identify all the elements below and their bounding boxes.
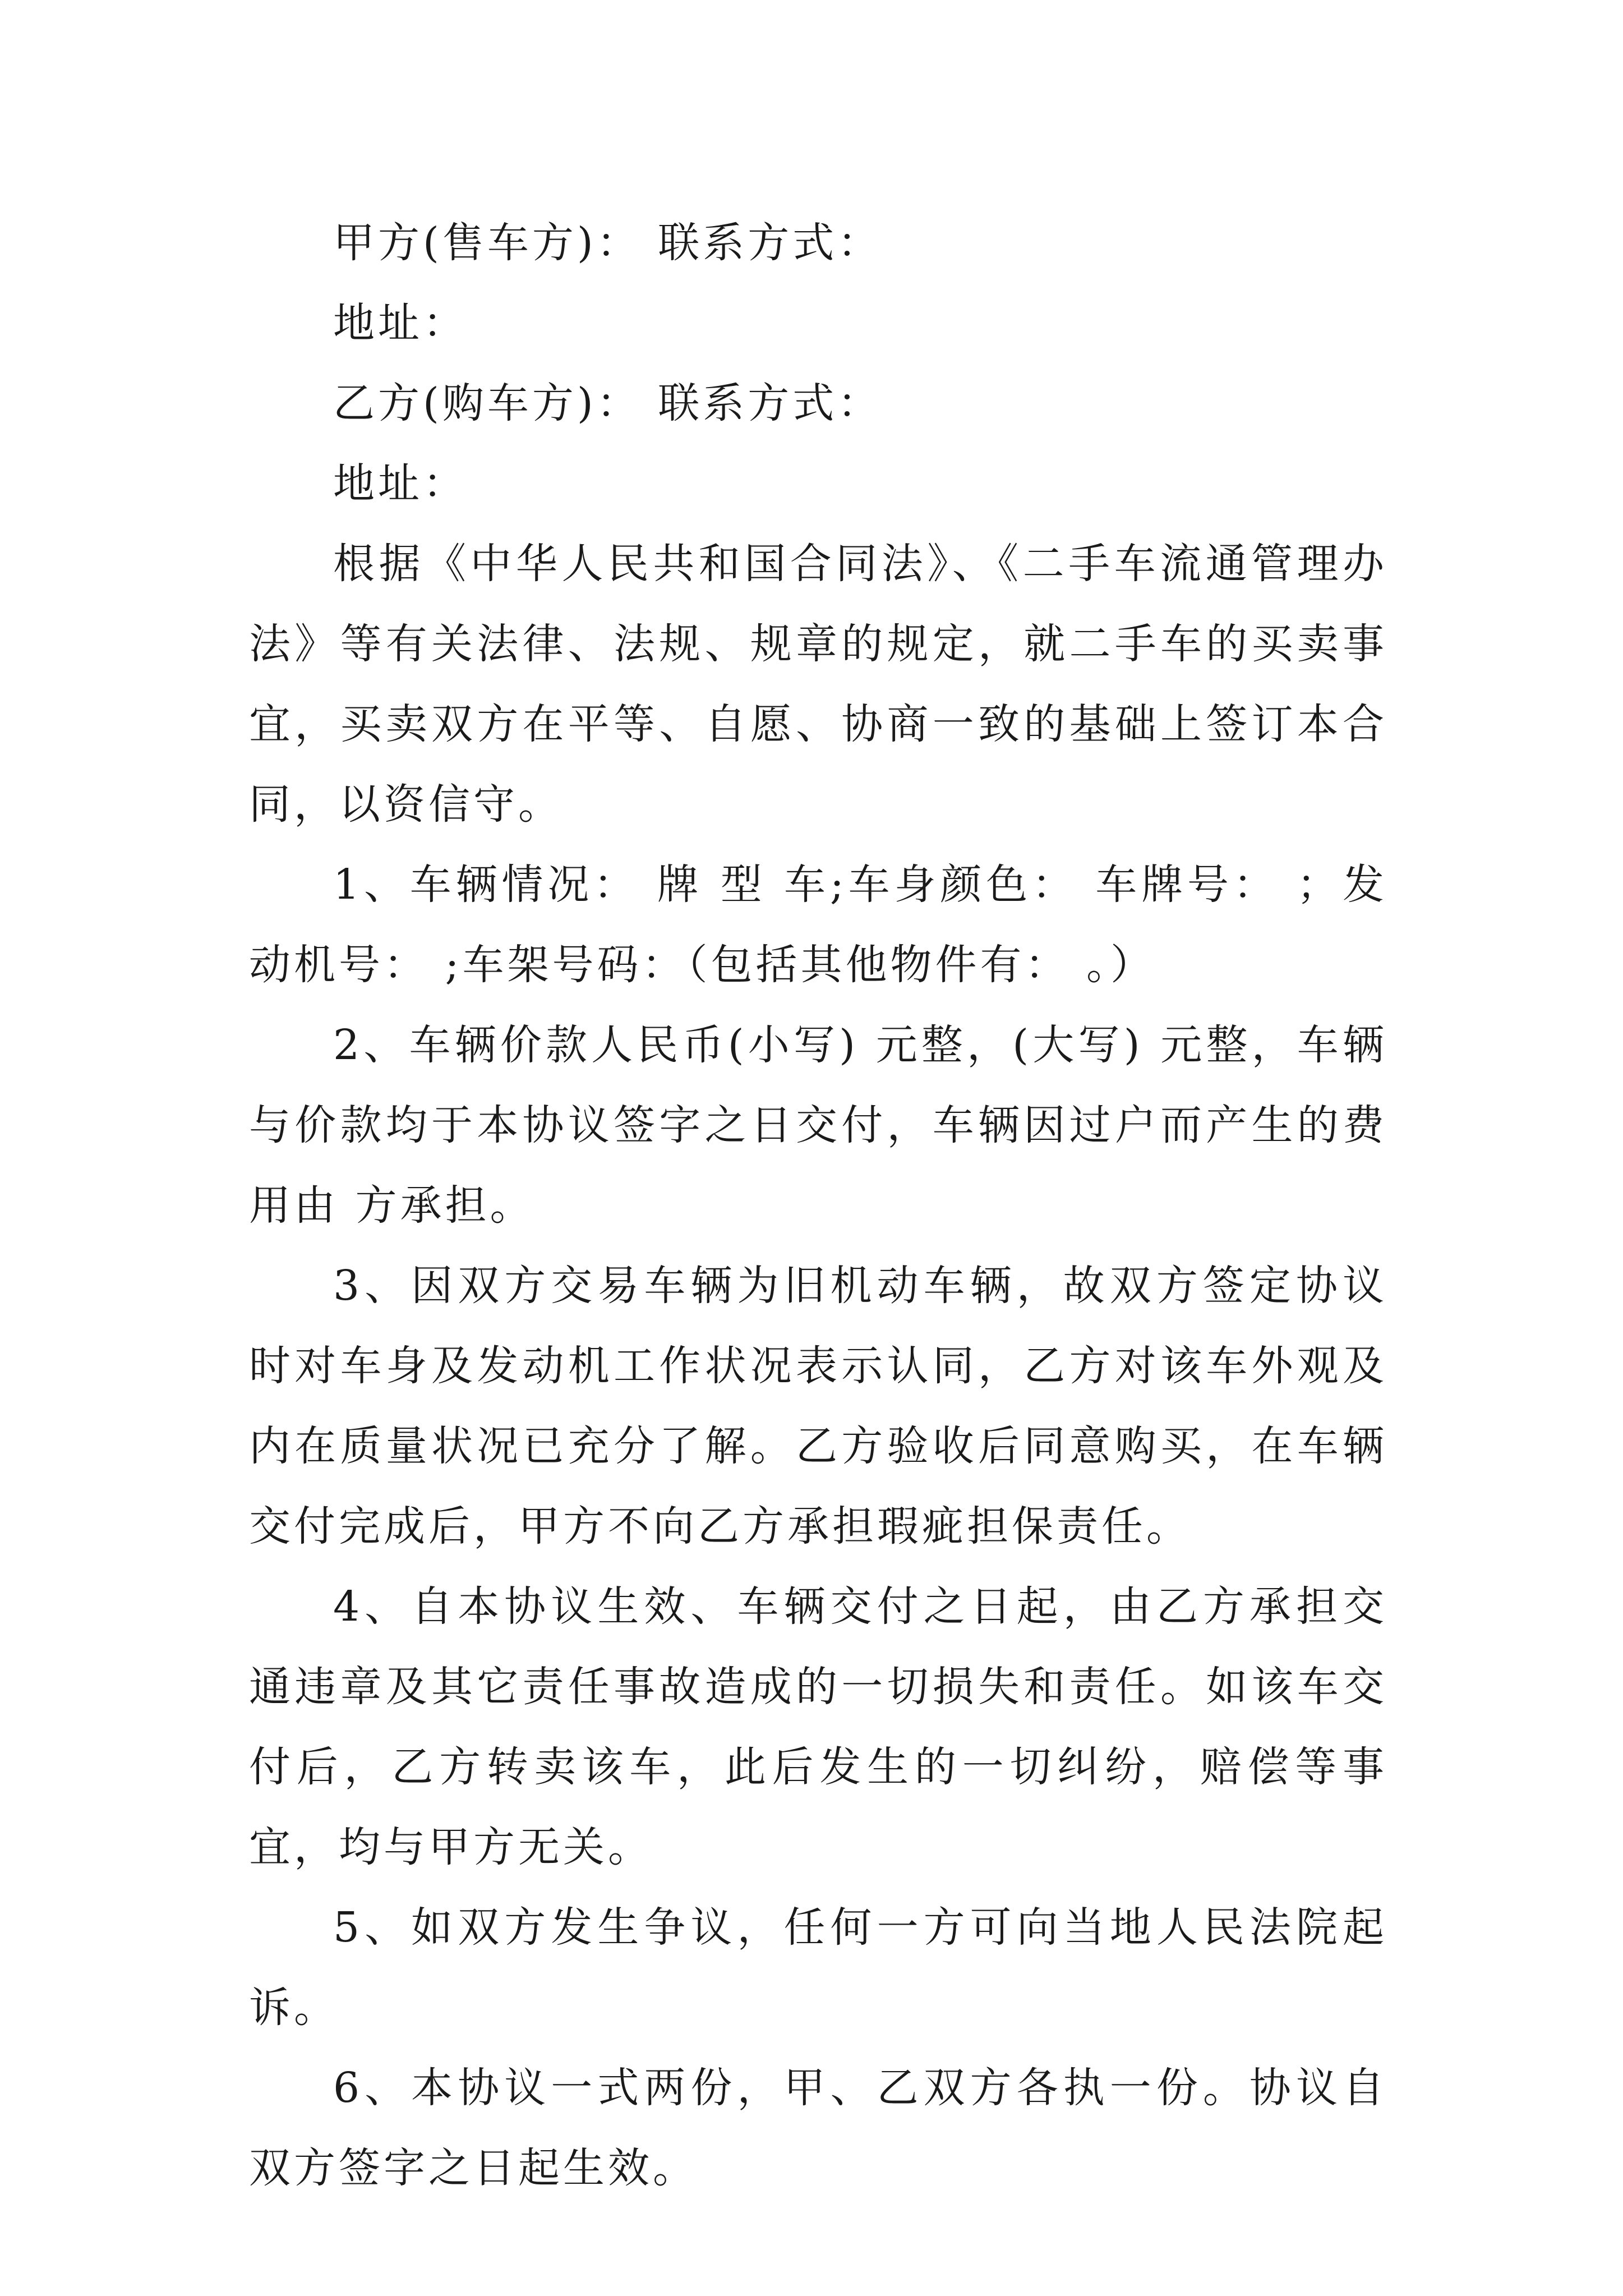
seller-address-line: 地址： bbox=[333, 299, 468, 347]
clause-1: 1、车辆情况： 牌 型 车;车身颜色： 车牌号： ；发动机号： ;车架号码：（包括其他物件有： 。） bbox=[249, 861, 1387, 989]
clause-3: 3、因双方交易车辆为旧机动车辆，故双方签定协议时对车身及发动机工作状况表示认同，乙方对该车外观及内在质量状况已充分了解。乙方验收后同意购买，在车辆交付完成后，甲方不向乙方承担瑕疵担保责任。 bbox=[249, 1262, 1387, 1550]
buyer-line: 乙方(购车方)： 联系方式： bbox=[333, 379, 883, 427]
clause-4: 4、自本协议生效、车辆交付之日起，由乙方承担交通违章及其它责任事故造成的一切损失和责任。如该车交付后，乙方转卖该车，此后发生的一切纠纷，赔偿等事宜，均与甲方无关。 bbox=[249, 1582, 1387, 1871]
clause-5: 5、如双方发生争议，任何一方可向当地人民法院起诉。 bbox=[249, 1903, 1387, 2032]
intro-paragraph: 根据《中华人民共和国合同法》、《二手车流通管理办法》等有关法律、法规、规章的规定，就二手车的买卖事宜，买卖双方在平等、自愿、协商一致的基础上签订本合同，以资信守。 bbox=[249, 540, 1387, 829]
seller-line: 甲方(售车方)： 联系方式： bbox=[333, 219, 883, 267]
clause-2: 2、车辆价款人民币(小写) 元整，(大写) 元整，车辆与价款均于本协议签字之日交付，车辆因过户而产生的费用由 方承担。 bbox=[249, 1021, 1387, 1230]
buyer-address-line: 地址： bbox=[333, 459, 468, 508]
clause-6: 6、本协议一式两份，甲、乙双方各执一份。协议自双方签字之日起生效。 bbox=[249, 2064, 1387, 2192]
document-body bbox=[249, 203, 1387, 2208]
